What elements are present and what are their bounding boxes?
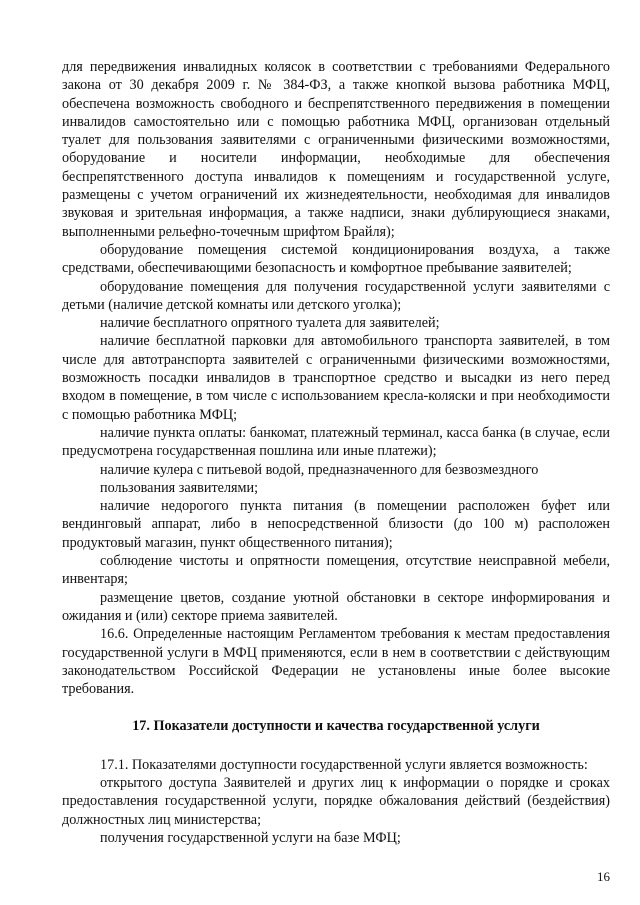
paragraph-open-access: открытого доступа Заявителей и других лиц к информации о порядке и сроках предоставления государственной услуги, порядке обжалования действий (бездействия) должностных лиц министерства;: [62, 774, 610, 828]
paragraph-flowers: размещение цветов, создание уютной обстановки в секторе информирования и ожидания и (или) секторе приема заявителей.: [62, 589, 610, 624]
paragraph-water-cooler-cont: пользования заявителями;: [100, 479, 259, 496]
paragraph-16-6: 16.6. Определенные настоящим Регламентом требования к местам предоставления государственной услуги в МФЦ применяются, если в нем в соответствии с действующим законодательством Российской Федерации не установлены иные более высокие требования.: [62, 626, 610, 698]
paragraph-children-room: оборудование помещения для получения государственной услуги заявителями с детьми (наличие детской комнаты или детского уголка);: [62, 278, 610, 313]
paragraph-air-conditioning: оборудование помещения системой кондиционирования воздуха, а также средствами, обеспечивающими безопасность и комфортное пребывание заявителей;: [62, 241, 610, 277]
paragraph-toilet: наличие бесплатного опрятного туалета для заявителей;: [100, 315, 440, 332]
section-heading: 17. Показатели доступности и качества государственной услуги: [132, 718, 540, 735]
paragraph-mfc-service: получения государственной услуги на базе МФЦ;: [100, 829, 401, 846]
paragraph-food-point: наличие недорогого пункта питания (в помещении расположен буфет или вендинговый аппарат, либо в непосредственной близости (до 100 м) расположен продуктовый магазин, пункт общественного питания);: [62, 498, 610, 551]
paragraph-water-cooler: наличие кулера с питьевой водой, предназначенного для безвозмездного: [100, 461, 539, 478]
paragraph-parking: наличие бесплатной парковки для автомобильного транспорта заявителей, в том числе для автотранспорта заявителей с ограниченными физическими возможностями, возможность посадки инвалидов в транспортное средство и высадки из него перед входом в помещение, в том числе с использованием кресла-коляски и при необходимости с помощью работника МФЦ;: [62, 333, 610, 423]
document-page: [62, 58, 610, 847]
paragraph-continuation: для передвижения инвалидных колясок в соответствии с требованиями Федерального закона от 30 декабря 2009 г. № 384-ФЗ, а также кнопкой вызова работника МФЦ, обеспечена возможность свободного и беспрепятственного передвижения в помещении инвалидов самостоятельно или с помощью работника МФЦ, организован отдельный туалет для пользования заявителями с ограниченными физическими возможностями, оборудование и носители информации, необходимые для обеспечения беспрепятственного доступа инвалидов к помещениям и государственной услуге, размещены с учетом ограничений их жизнедеятельности, необходимая для инвалидов звуковая и зрительная информация, а также надписи, знаки дублирующиеся знаками, выполненными рельефно-точечным шрифтом Брайля);: [62, 59, 610, 240]
page-number: 16: [597, 869, 610, 884]
paragraph-cleanliness: соблюдение чистоты и опрятности помещения, отсутствие неисправной мебели, инвентаря;: [62, 553, 610, 588]
paragraph-17-1: 17.1. Показателями доступности государственной услуги является возможность:: [100, 756, 588, 773]
paragraph-payment-point: наличие пункта оплаты: банкомат, платежный терминал, касса банка (в случае, если предусмотрена государственная пошлина или иные платежи);: [62, 424, 610, 460]
